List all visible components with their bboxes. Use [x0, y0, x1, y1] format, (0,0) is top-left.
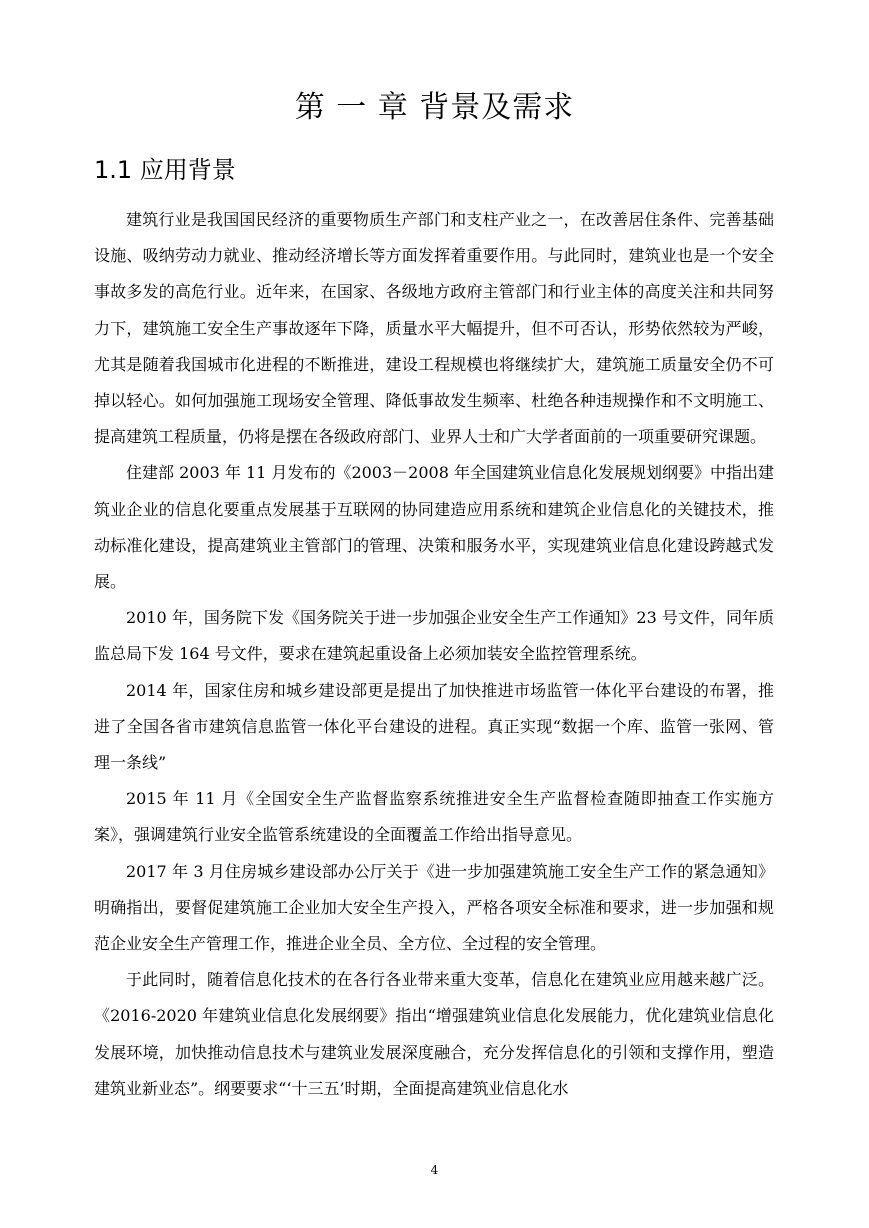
paragraph: 建筑行业是我国国民经济的重要物质生产部门和支柱产业之一，在改善居住条件、完善基础设施、吸纳劳动力就业、推动经济增长等方面发挥着重要作用。与此同时，建筑业也是一个安全事故多发的高危行业。近年来，在国家、各级地方政府主管部门和行业主体的高度关注和共同努力下，建筑施工安全生产事故逐年下降，质量水平大幅提升，但不可否认，形势依然较为严峻，尤其是随着我国城市化进程的不断推进，建设工程规模也将继续扩大，建筑施工质量安全仍不可掉以轻心。如何加强施工现场安全管理、降低事故发生频率、杜绝各种违规操作和不文明施工、提高建筑工程质量，仍将是摆在各级政府部门、业界人士和广大学者面前的一项重要研究课题。 — [94, 210, 774, 447]
paragraph: 于此同时，随着信息化技术的在各行各业带来重大变革，信息化在建筑业应用越来越广泛。《2016-2020 年建筑业信息化发展纲要》指出“增强建筑业信息化发展能力，优化建筑业信息化发展环境，加快推动信息技术与建筑业发展深度融合，充分发挥信息化的引领和支撑作用，塑造建筑业新业态”。纲要要求“‘十三五’时期，全面提高建筑业信息化水 — [94, 970, 774, 1098]
paragraph: 2010 年，国务院下发《国务院关于进一步加强企业安全生产工作通知》23 号文件，同年质监总局下发 164 号文件，要求在建筑起重设备上必须加装安全监控管理系统。 — [94, 608, 774, 664]
paragraph: 住建部 2003 年 11 月发布的《2003－2008 年全国建筑业信息化发展规划纲要》中指出建筑业企业的信息化要重点发展基于互联网的协同建造应用系统和建筑企业信息化的关键技术，推动标准化建设，提高建筑业主管部门的管理、决策和服务水平，实现建筑业信息化建设跨越式发展。 — [94, 463, 774, 592]
paragraph: 2014 年，国家住房和城乡建设部更是提出了加快推进市场监管一体化平台建设的布署，推进了全国各省市建筑信息监管一体化平台建设的进程。真正实现“数据一个库、监管一张网、管理一条线” — [94, 680, 774, 773]
section-title: 1.1 应用背景 — [94, 156, 236, 184]
body-text — [94, 202, 774, 1107]
chapter-title: 第 一 章 背景及需求 — [294, 90, 575, 125]
paragraph: 2015 年 11 月《全国安全生产监督监察系统推进安全生产监督检查随即抽查工作实施方案》，强调建筑行业安全监管系统建设的全面覆盖工作给出指导意见。 — [94, 789, 774, 845]
page-number: 4 — [430, 1163, 439, 1177]
paragraph: 2017 年 3 月住房城乡建设部办公厅关于《进一步加强建筑施工安全生产工作的紧急通知》明确指出，要督促建筑施工企业加大安全生产投入，严格各项安全标准和要求，进一步加强和规范企业安全生产管理工作，推进企业全员、全方位、全过程的安全管理。 — [94, 861, 774, 954]
